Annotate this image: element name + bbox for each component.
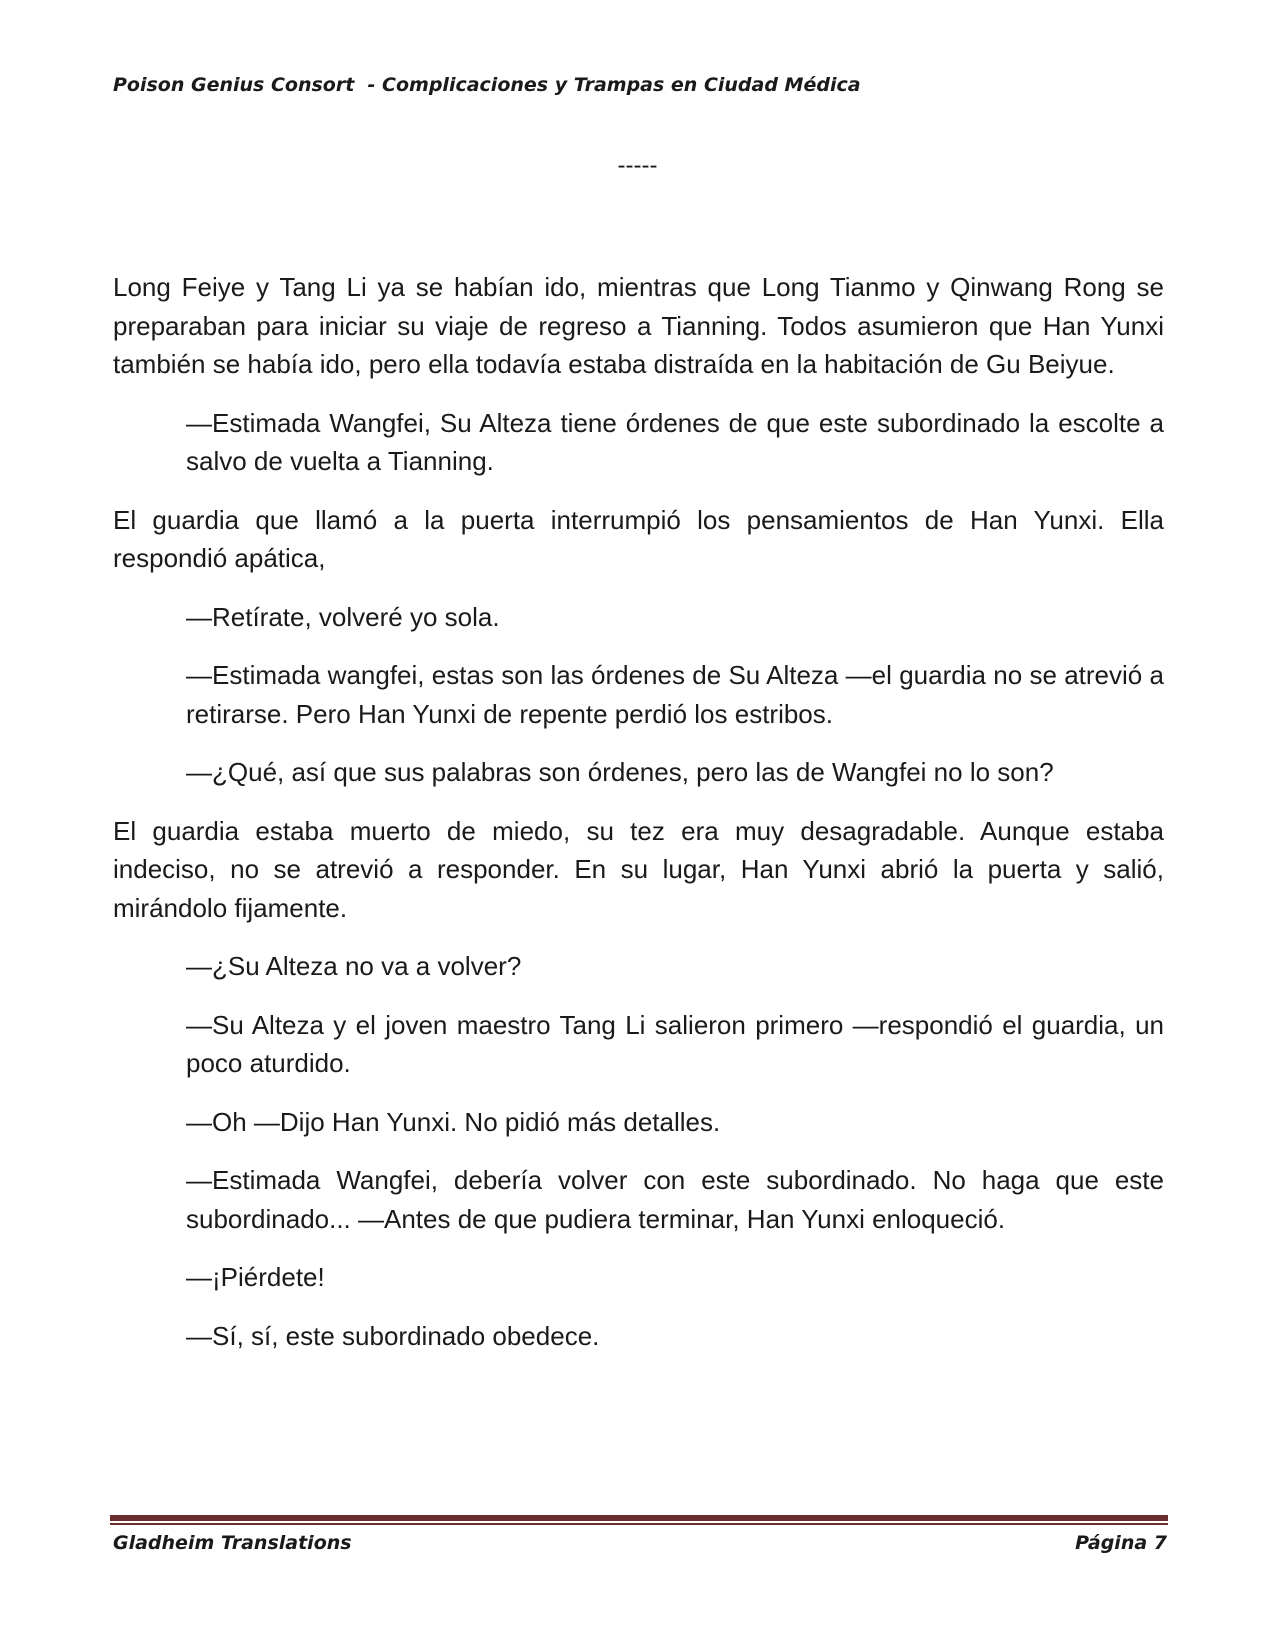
dialogue-line-4: —¿Qué, así que sus palabras son órdenes, pero las de Wangfei no lo son? bbox=[186, 757, 1054, 787]
dialogue-line-1: —Estimada Wangfei, Su Alteza tiene órdenes de que este subordinado la escolte a salvo de vuelta a Tianning. bbox=[186, 407, 1164, 476]
dialogue-line-2: —Retírate, volveré yo sola. bbox=[186, 601, 500, 632]
dialogue-line-8: —Estimada Wangfei, debería volver con este subordinado. No haga que este subordinado... —Antes de que pudiera terminar, Han Yunxi enloqueció. bbox=[186, 1165, 1164, 1234]
paragraph-1: Long Feiye y Tang Li ya se habían ido, mientras que Long Tianmo y Qinwang Rong se preparaban para iniciar su viaje de regreso a Tianning. Todos asumieron que Han Yunxi también se había ido, pero ella todavía estaba distraída en la habitación de Gu Beiyue. bbox=[113, 272, 1164, 379]
dialogue-line-10: —Sí, sí, este subordinado obedece. bbox=[186, 1320, 600, 1351]
footer-rule bbox=[110, 1515, 1168, 1527]
page-body bbox=[113, 268, 1164, 1375]
dialogue-line-6: —Su Alteza y el joven maestro Tang Li salieron primero —respondió el guardia, un poco aturdido. bbox=[186, 1009, 1164, 1078]
footer-translator: Gladheim Translations bbox=[113, 1532, 352, 1554]
footer-rule-thin bbox=[110, 1523, 1168, 1525]
footer-rule-thick bbox=[110, 1515, 1168, 1521]
dialogue-line-3: —Estimada wangfei, estas son las órdenes de Su Alteza —el guardia no se atrevió a retirarse. Pero Han Yunxi de repente perdió los estribos. bbox=[186, 660, 1164, 729]
paragraph-3: El guardia estaba muerto de miedo, su tez era muy desagradable. Aunque estaba indeciso, no se atrevió a responder. En su lugar, Han Yunxi abrió la puerta y salió, mirándolo fijamente. bbox=[113, 815, 1164, 923]
running-header: Poison Genius Consort - Complicaciones y Trampas en Ciudad Médica bbox=[113, 74, 861, 96]
dialogue-line-7: —Oh —Dijo Han Yunxi. No pidió más detalles. bbox=[186, 1106, 721, 1137]
footer-page-number: Página 7 bbox=[1075, 1532, 1167, 1554]
section-separator: ----- bbox=[617, 152, 658, 179]
dialogue-line-5: —¿Su Alteza no va a volver? bbox=[186, 951, 522, 981]
paragraph-2: El guardia que llamó a la puerta interrumpió los pensamientos de Han Yunxi. Ella respondió apática, bbox=[113, 504, 1164, 573]
dialogue-line-9: —¡Piérdete! bbox=[186, 1262, 325, 1292]
